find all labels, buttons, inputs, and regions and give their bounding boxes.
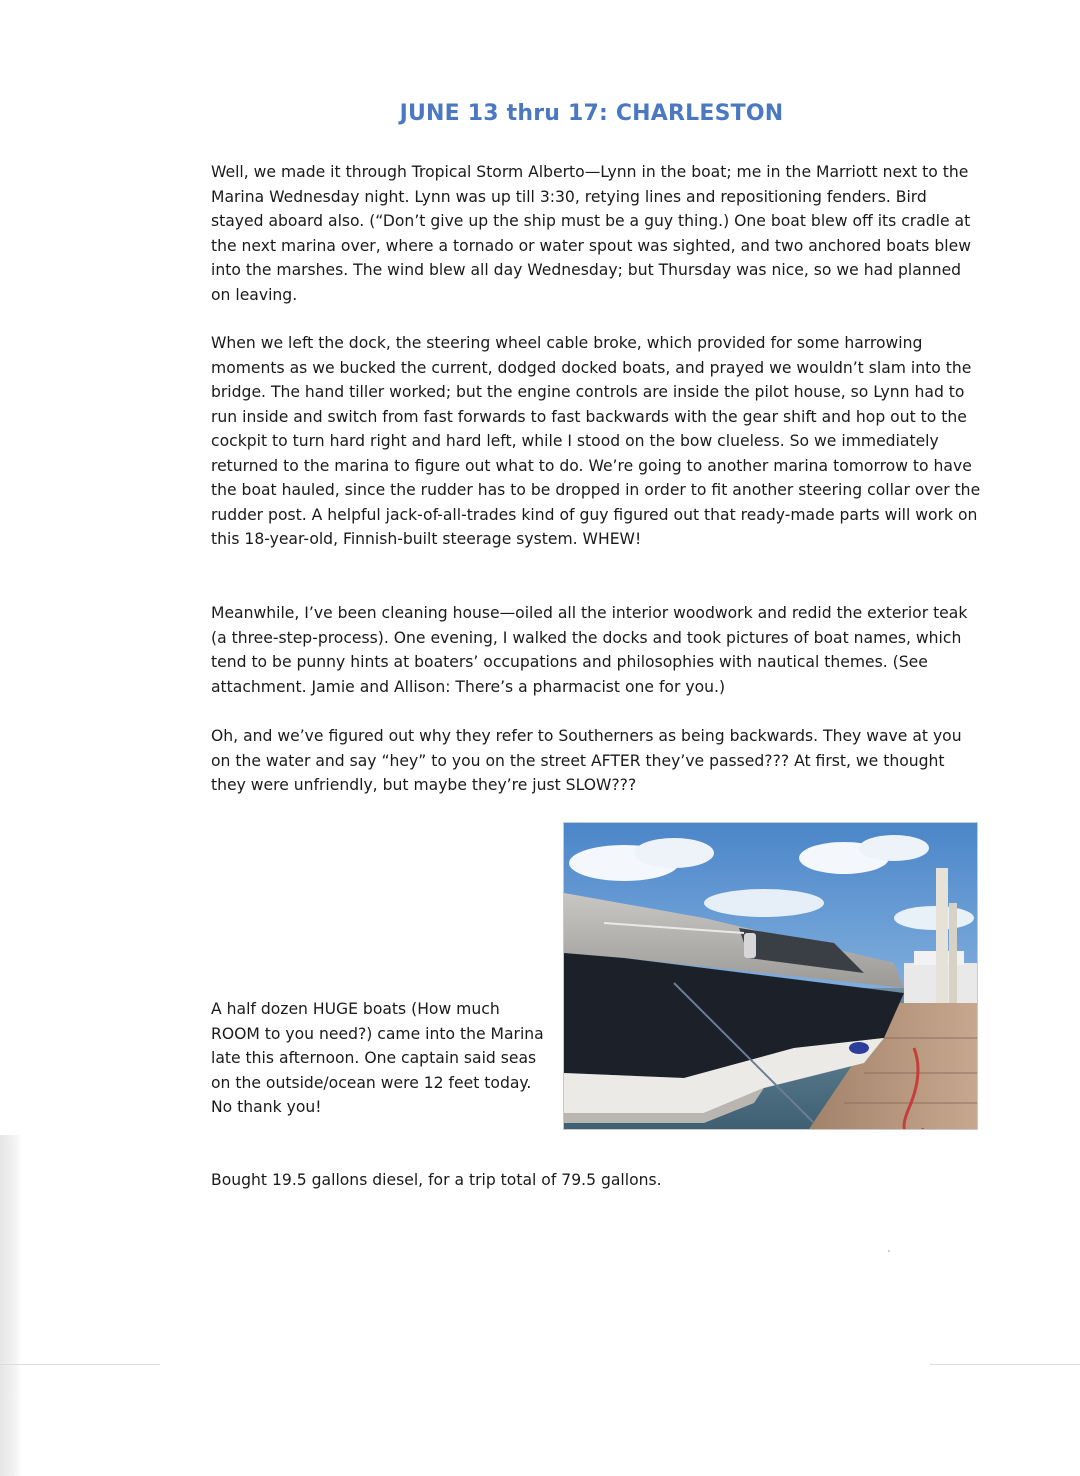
paragraph-steering: When we left the dock, the steering wheel cable broke, which provided for some harrowing moments as we bucked the current, dodged docked boats, and prayed we wouldn’t slam into the bridge. The hand tiller worked; but the engine controls are inside the pilot house, so Lynn had to run inside and switch from fast forwards to fast backwards with the gear shift and hop out to the cockpit to turn hard right and hard left, while I stood on the bow clueless. So we immediately returned to the marina to figure out what to do. We’re going to another marina tomorrow to have the boat hauled, since the rudder has to be dropped in order to fit another steering collar over the rudder post. A helpful jack-of-all-trades kind of guy figured out that ready-made parts will work on this 18-year-old, Finnish-built steerage system. WHEW!	[211, 334, 981, 548]
scan-speck	[888, 1250, 890, 1252]
page-title: JUNE 13 thru 17: CHARLESTON	[399, 101, 784, 126]
paragraph-cleaning: Meanwhile, I’ve been cleaning house—oiled all the interior woodwork and redid the exterior teak (a three-step-process). One evening, I walked the docks and took pictures of boat names, which tend to be punny hints at boaters’ occupations and philosophies with nautical themes. (See attachment. Jamie and Allison: There’s a pharmacist one for you.)	[211, 604, 968, 696]
scan-artifact-line	[930, 1364, 1080, 1365]
yacht-illustration	[564, 823, 977, 1129]
paragraph-southerners: Oh, and we’ve figured out why they refer to Southerners as being backwards. They wave at you on the water and say “hey” to you on the street AFTER they’ve passed??? At first, we thought they were unfriendly, but maybe they’re just SLOW???	[211, 727, 962, 794]
paragraph-storm: Well, we made it through Tropical Storm Alberto—Lynn in the boat; me in the Marriott next to the Marina Wednesday night. Lynn was up till 3:30, retying lines and repositioning fenders. Bird stayed aboard also. (“Don’t give up the ship must be a guy thing.) One boat blew off its cradle at the next marina over, where a tornado or water spout was sighted, and two anchored boats blew into the marshes. The wind blew all day Wednesday; but Thursday was nice, so we had planned on leaving.	[211, 163, 971, 304]
scan-edge-shadow	[0, 1135, 22, 1476]
fuel-note: Bought 19.5 gallons diesel, for a trip total of 79.5 gallons.	[211, 1171, 662, 1189]
scan-artifact-line	[0, 1364, 160, 1365]
photo-caption: A half dozen HUGE boats (How much ROOM to you need?) came into the Marina late this afternoon. One captain said seas on the outside/ocean were 12 feet today. No thank you!	[211, 1000, 544, 1116]
yacht-photo	[563, 822, 978, 1130]
